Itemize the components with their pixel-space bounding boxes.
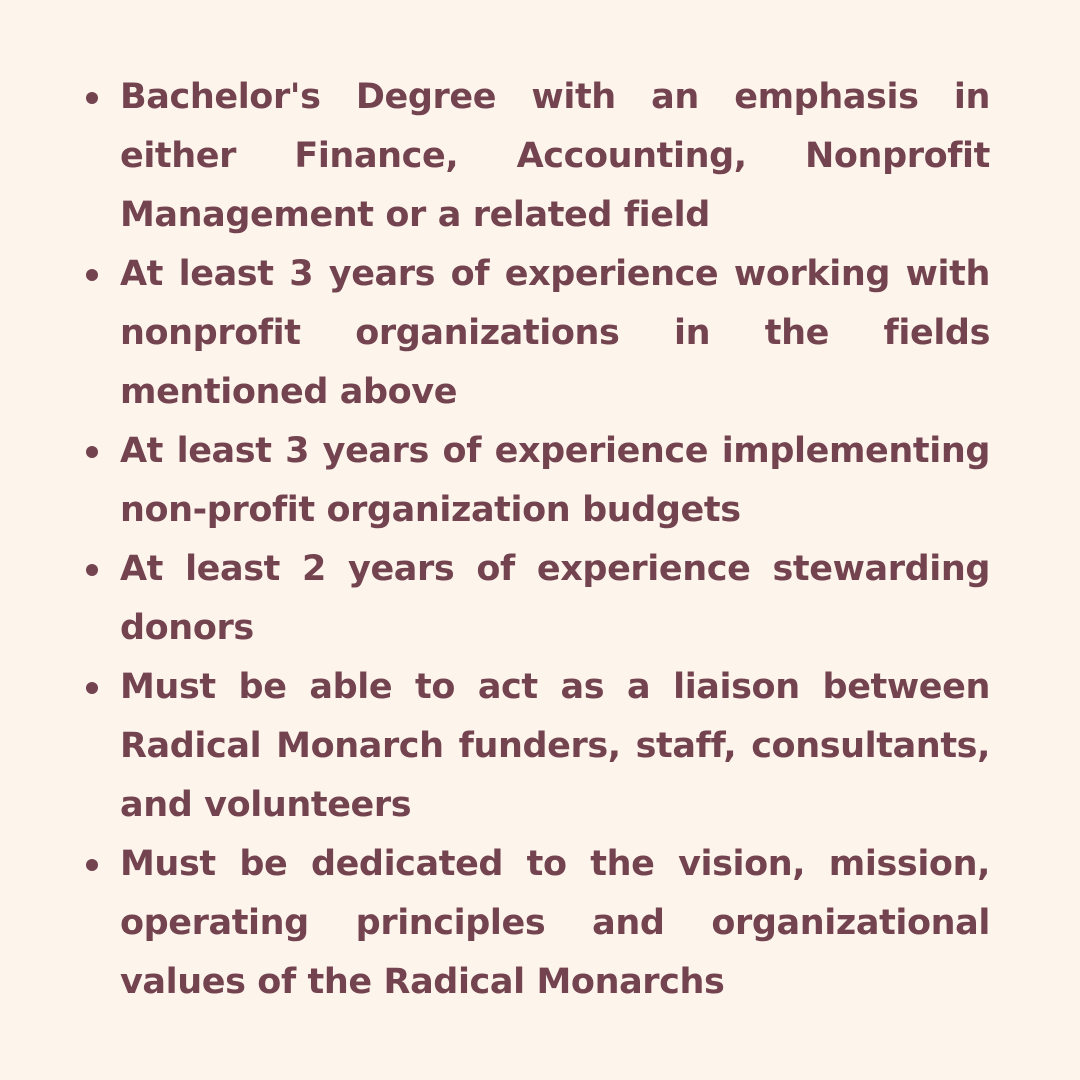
requirement-item [120, 540, 990, 658]
bullet-icon [86, 446, 98, 458]
requirement-item [120, 245, 990, 422]
bullet-icon [86, 92, 98, 104]
requirement-item [120, 835, 990, 1012]
requirement-item [120, 658, 990, 835]
bullet-icon [86, 564, 98, 576]
requirement-text: At least 3 years of experience implementing non-profit organization budgets [120, 431, 990, 530]
requirement-text: Must be dedicated to the vision, mission, operating principles and organizational values of the Radical Monarchs [120, 844, 990, 1002]
bullet-icon [86, 682, 98, 694]
bullet-icon [86, 269, 98, 281]
requirement-item [120, 422, 990, 540]
requirement-text: Bachelor's Degree with an emphasis in either Finance, Accounting, Nonprofit Management or a related field [120, 77, 990, 235]
bullet-icon [86, 859, 98, 871]
requirement-text: At least 3 years of experience working with nonprofit organizations in the fields mentioned above [120, 254, 990, 412]
requirement-text: At least 2 years of experience stewarding donors [120, 549, 990, 648]
requirement-item [120, 68, 990, 245]
requirement-text: Must be able to act as a liaison between Radical Monarch funders, staff, consultants, and volunteers [120, 667, 990, 825]
requirements-list [120, 68, 990, 1012]
